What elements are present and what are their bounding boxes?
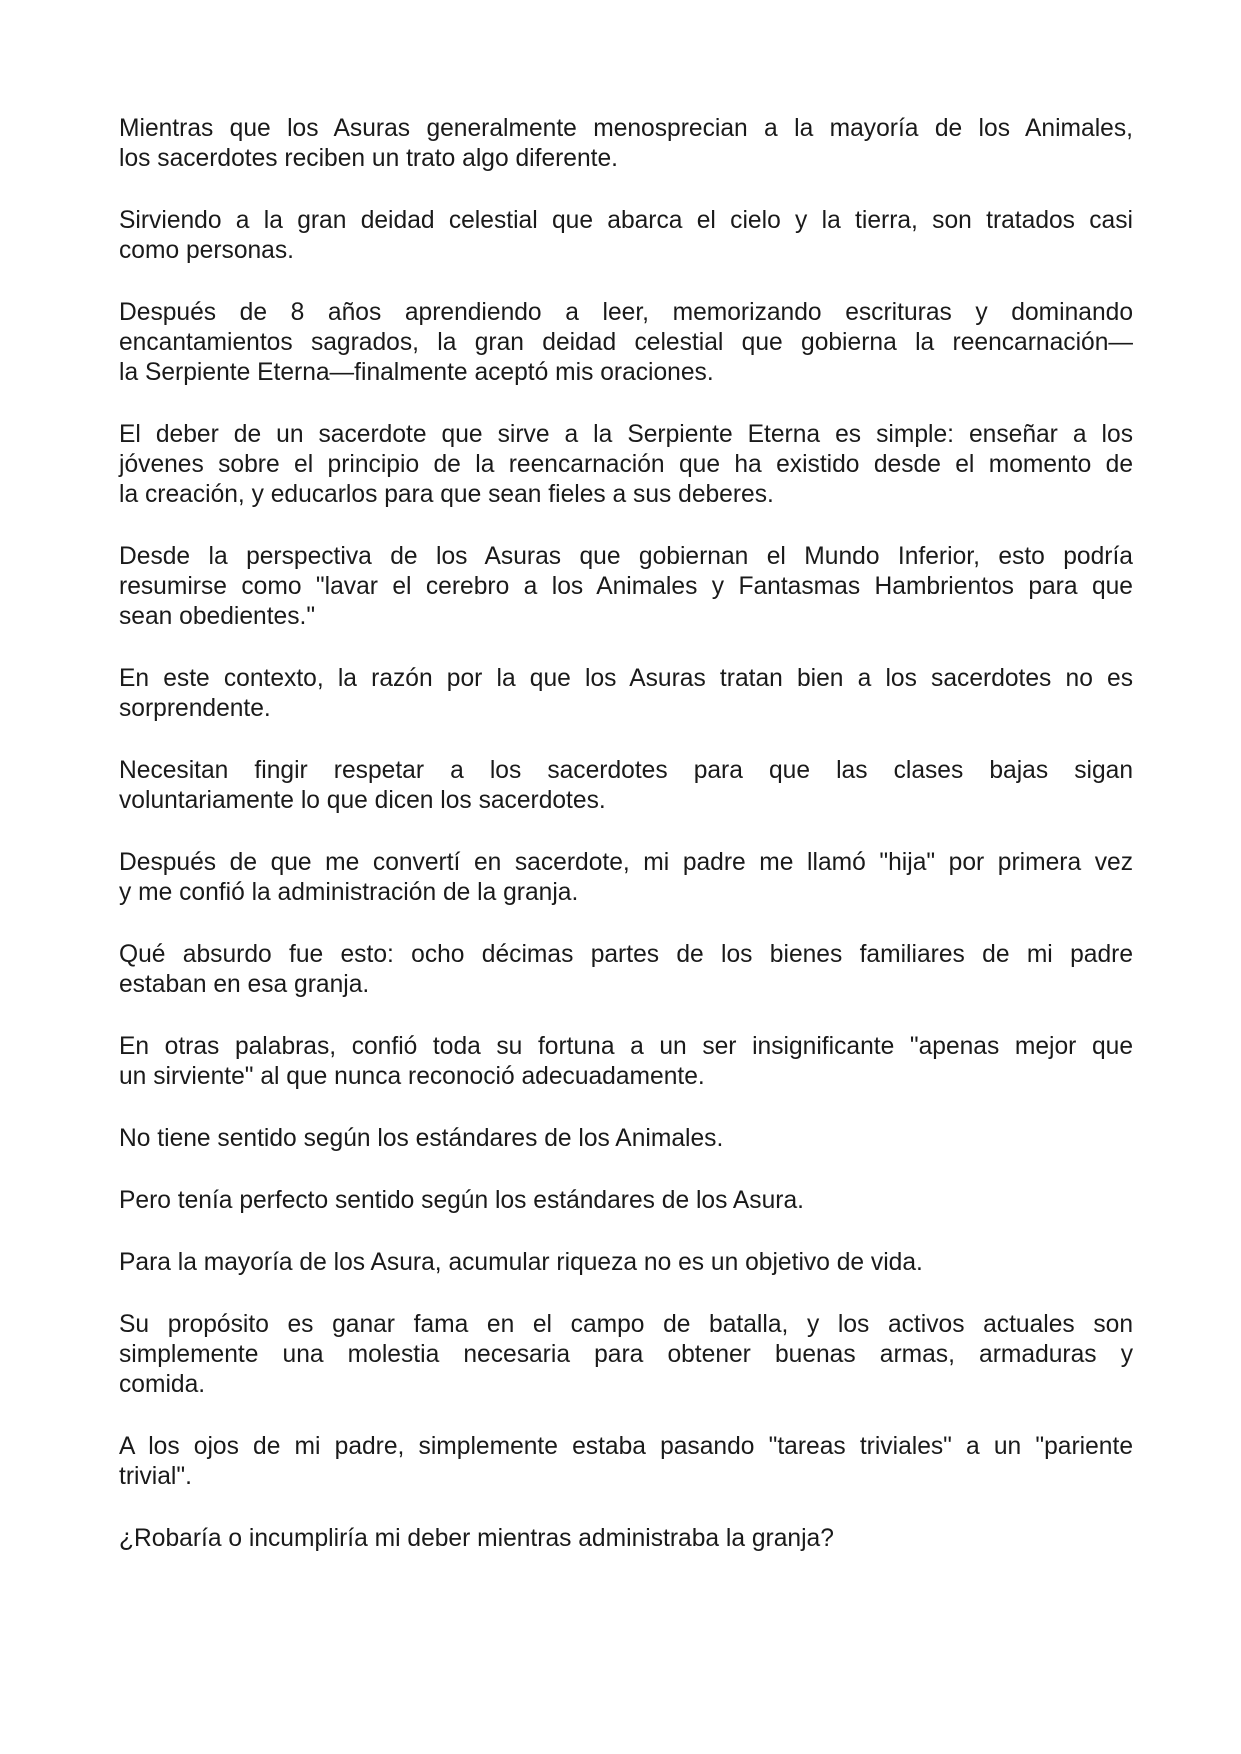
paragraph (119, 1032, 1133, 1092)
text-line: jóvenes sobre el principio de la reencarnación que ha existido desde el momento de (119, 451, 1133, 478)
text-line: En otras palabras, confió toda su fortuna a un ser insignificante "apenas mejor que (119, 1033, 1133, 1060)
text-line: ¿Robaría o incumpliría mi deber mientras administraba la granja? (119, 1525, 834, 1552)
paragraph (119, 848, 1133, 908)
text-line: encantamientos sagrados, la gran deidad celestial que gobierna la reencarnación— (119, 329, 1133, 356)
text-line: la Serpiente Eterna—finalmente aceptó mis oraciones. (119, 359, 714, 386)
paragraph (119, 1432, 1133, 1492)
text-line: sorprendente. (119, 695, 271, 722)
paragraph (119, 298, 1133, 388)
text-line: simplemente una molestia necesaria para obtener buenas armas, armaduras y (119, 1341, 1133, 1368)
text-line: Sirviendo a la gran deidad celestial que abarca el cielo y la tierra, son tratados casi (119, 207, 1133, 234)
text-line: Para la mayoría de los Asura, acumular riqueza no es un objetivo de vida. (119, 1249, 923, 1276)
paragraph (119, 1310, 1133, 1400)
text-line: Después de 8 años aprendiendo a leer, memorizando escrituras y dominando (119, 299, 1133, 326)
text-line: Qué absurdo fue esto: ocho décimas partes de los bienes familiares de mi padre (119, 941, 1133, 968)
paragraph (119, 664, 1133, 724)
text-line: un sirviente" al que nunca reconoció adecuadamente. (119, 1063, 705, 1090)
text-line: sean obedientes." (119, 603, 316, 630)
paragraph (119, 206, 1133, 266)
text-line: Necesitan fingir respetar a los sacerdotes para que las clases bajas sigan (119, 757, 1133, 784)
text-line: voluntariamente lo que dicen los sacerdotes. (119, 787, 606, 814)
text-line: los sacerdotes reciben un trato algo diferente. (119, 145, 619, 172)
text-line: Desde la perspectiva de los Asuras que gobiernan el Mundo Inferior, esto podría (119, 543, 1133, 570)
text-line: trivial". (119, 1463, 192, 1490)
text-line: comida. (119, 1371, 206, 1398)
paragraph (119, 756, 1133, 816)
text-line: Después de que me convertí en sacerdote, mi padre me llamó "hija" por primera vez (119, 849, 1133, 876)
paragraph (119, 1524, 1133, 1554)
text-line: Mientras que los Asuras generalmente menosprecian a la mayoría de los Animales, (119, 115, 1133, 142)
text-line: No tiene sentido según los estándares de los Animales. (119, 1125, 724, 1152)
text-line: la creación, y educarlos para que sean fieles a sus deberes. (119, 481, 774, 508)
paragraph (119, 420, 1133, 510)
paragraph (119, 940, 1133, 1000)
paragraph (119, 114, 1133, 174)
paragraph (119, 1186, 1133, 1216)
document-body (119, 114, 1133, 1586)
text-line: Pero tenía perfecto sentido según los estándares de los Asura. (119, 1187, 804, 1214)
text-line: resumirse como "lavar el cerebro a los Animales y Fantasmas Hambrientos para que (119, 573, 1133, 600)
text-line: estaban en esa granja. (119, 971, 370, 998)
paragraph (119, 542, 1133, 632)
text-line: El deber de un sacerdote que sirve a la Serpiente Eterna es simple: enseñar a los (119, 421, 1133, 448)
text-line: A los ojos de mi padre, simplemente estaba pasando "tareas triviales" a un "pariente (119, 1433, 1133, 1460)
paragraph (119, 1248, 1133, 1278)
text-line: En este contexto, la razón por la que los Asuras tratan bien a los sacerdotes no es (119, 665, 1133, 692)
paragraph (119, 1124, 1133, 1154)
text-line: como personas. (119, 237, 294, 264)
text-line: Su propósito es ganar fama en el campo de batalla, y los activos actuales son (119, 1311, 1133, 1338)
text-line: y me confió la administración de la granja. (119, 879, 579, 906)
